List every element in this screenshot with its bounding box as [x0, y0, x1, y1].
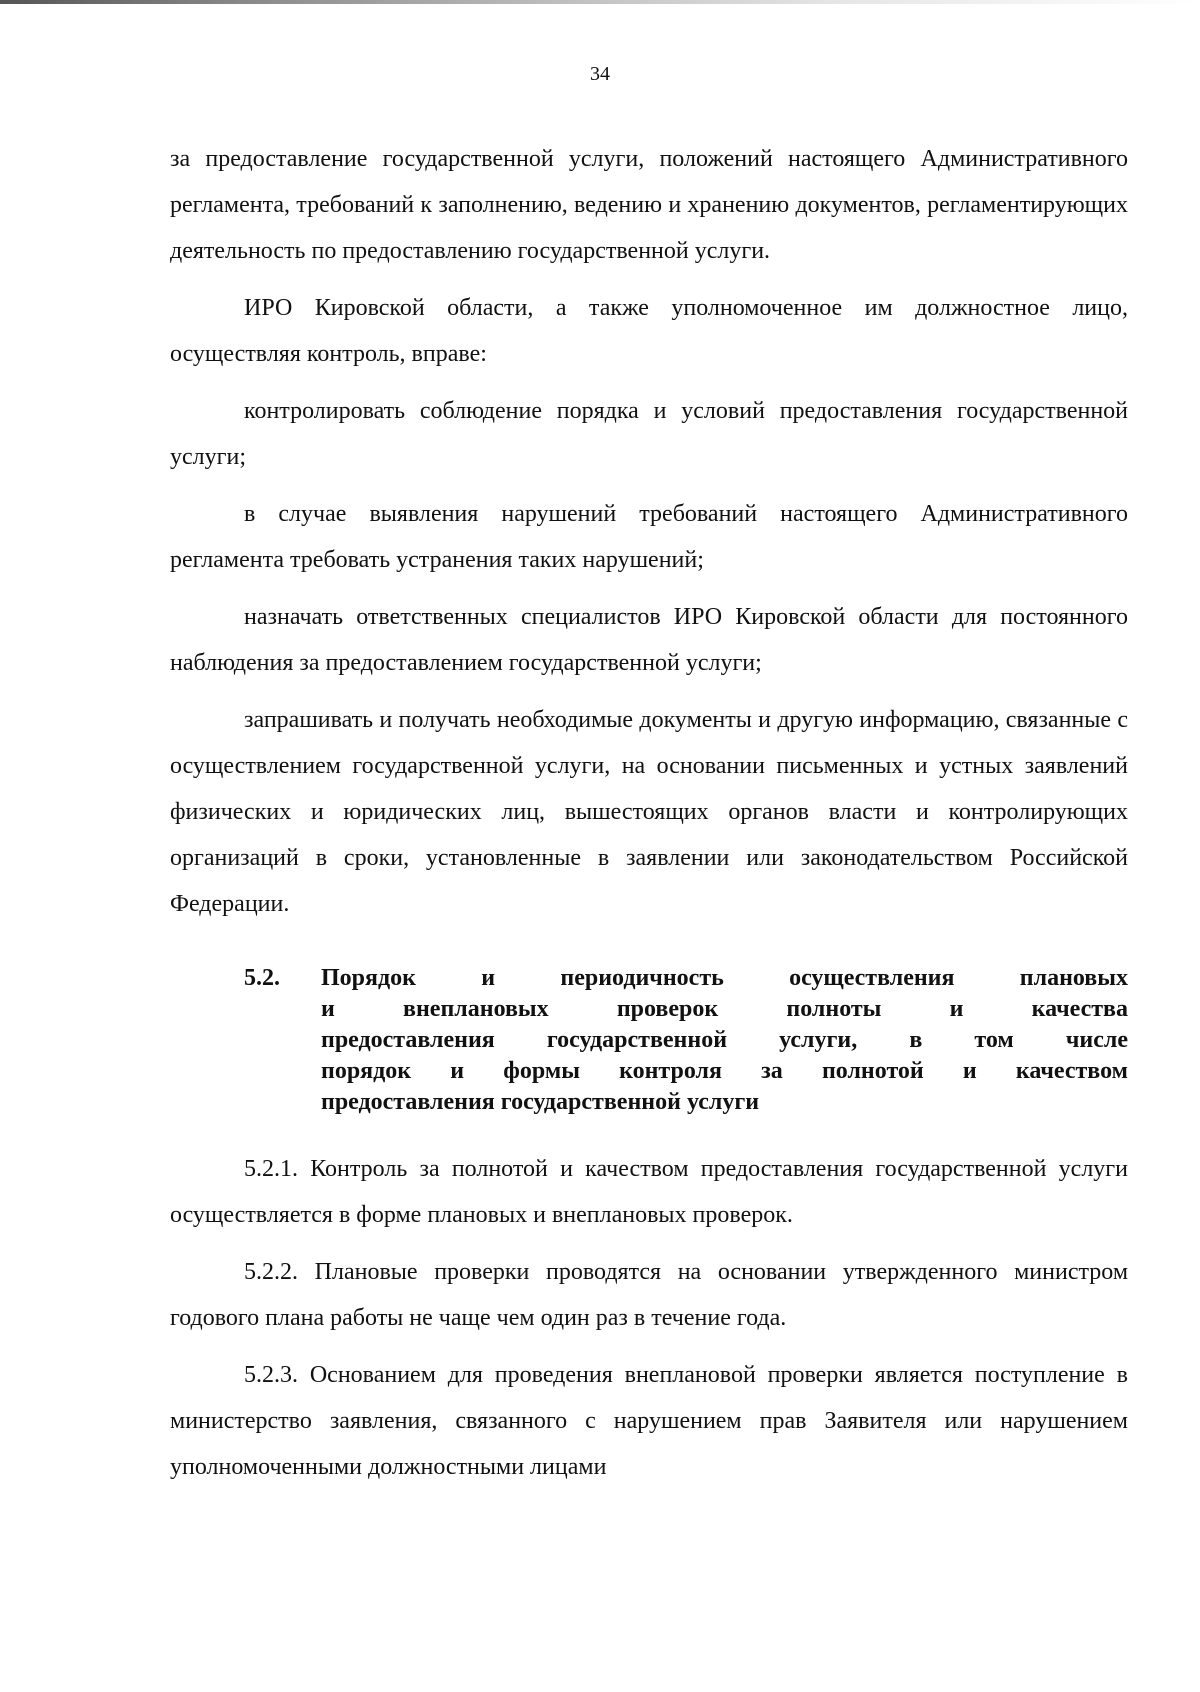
subsection-5-2-2: 5.2.2. Плановые проверки проводятся на основании утвержденного министром годового плана работы не чаще чем один раз в течение года.	[170, 1259, 1128, 1331]
paragraph-control-rights: ИРО Кировской области, а также уполномоченное им должностное лицо, осуществляя контроль, вправе:	[170, 295, 1128, 367]
subsection-5-2-1: 5.2.1. Контроль за полнотой и качеством предоставления государственной услуги осуществляется в форме плановых и внеплановых проверок.	[170, 1156, 1128, 1228]
paragraph-appoint-specialists: назначать ответственных специалистов ИРО Кировской области для постоянного наблюдения за предоставлением государственной услуги;	[170, 604, 1128, 676]
page-number: 34	[590, 63, 610, 85]
section-title-line: предоставления государственной услуги	[321, 1089, 760, 1115]
section-title-line: и внеплановых проверок полноты и качества	[321, 996, 1128, 1022]
document-body	[170, 136, 1128, 1490]
paragraph-request-documents: запрашивать и получать необходимые документы и другую информацию, связанные с осуществлением государственной услуги, на основании письменных и устных заявлений физических и юридических лиц, вышестоящих органов власти и контролирующих организаций в сроки, установленные в заявлении или законодательством Российской Федерации.	[170, 707, 1128, 917]
paragraph-require-elimination: в случае выявления нарушений требований настоящего Административного регламента требовать устранения таких нарушений;	[170, 501, 1128, 573]
section-title-line: предоставления государственной услуги, в том числе	[321, 1027, 1128, 1053]
scan-top-edge	[0, 0, 1200, 4]
paragraph-continuation: за предоставление государственной услуги, положений настоящего Административного регламента, требований к заполнению, ведению и хранению документов, регламентирующих деятельность по предоставлению государственной услуги.	[170, 146, 1128, 264]
section-title	[321, 963, 1128, 1118]
section-title-line: порядок и формы контроля за полнотой и качеством	[321, 1058, 1128, 1084]
section-title-line: Порядок и периодичность осуществления плановых	[321, 965, 1128, 991]
section-heading	[244, 963, 1128, 1118]
paragraph-control-procedure: контролировать соблюдение порядка и условий предоставления государственной услуги;	[170, 398, 1128, 470]
subsection-5-2-3: 5.2.3. Основанием для проведения внеплановой проверки является поступление в министерство заявления, связанного с нарушением прав Заявителя или нарушением уполномоченными должностными лицами	[170, 1362, 1128, 1480]
section-number: 5.2.	[244, 965, 280, 991]
